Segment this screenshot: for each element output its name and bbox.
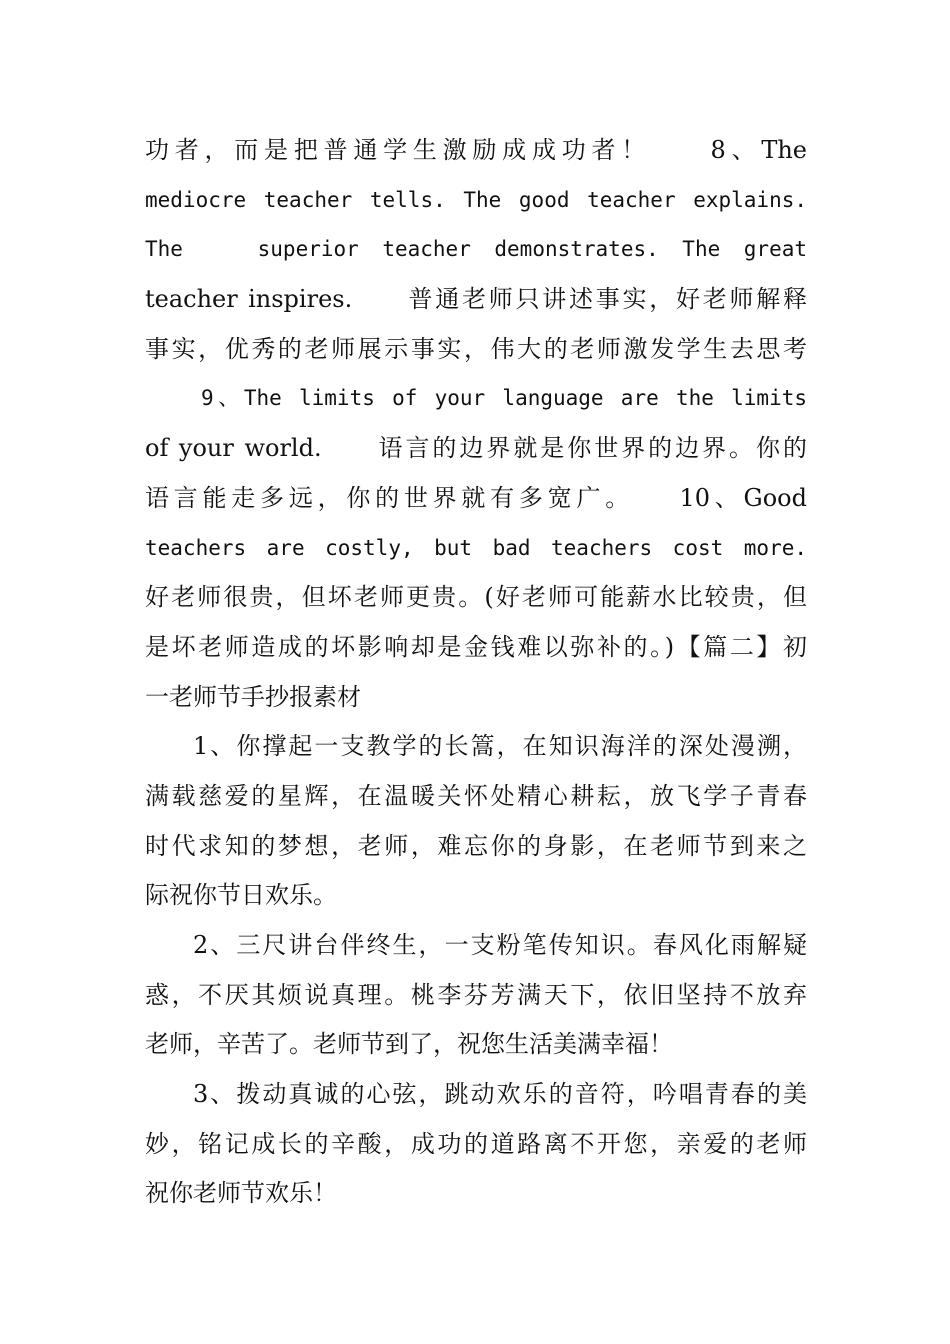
text-line: 老师，辛苦了。老师节到了，祝您生活美满幸福！	[145, 1030, 673, 1059]
body-text	[145, 126, 807, 1219]
text-line: 1、你撑起一支教学的长篙，在知识海洋的深处漫溯，	[193, 732, 807, 761]
text-line: The superior teacher demonstrates. The great	[145, 237, 807, 262]
text-line: 功者，而是把普通学生激励成成功者！ 8、The	[145, 136, 807, 164]
text-line: 时代求知的梦想，老师，难忘你的身影，在老师节到来之	[145, 831, 807, 860]
text-line: 妙，铭记成长的辛酸，成功的道路离不开您，亲爱的老师	[145, 1129, 807, 1158]
text-line: 满载慈爱的星辉，在温暖关怀处精心耕耘，放飞学子青春	[145, 781, 807, 810]
text-line: mediocre teacher tells. The good teacher explains.	[145, 187, 807, 212]
text-line: 惑，不厌其烦说真理。桃李芬芳满天下，依旧坚持不放弃	[145, 980, 807, 1009]
text-line: 一老师节手抄报素材	[145, 682, 361, 711]
text-line: 好老师很贵，但坏老师更贵。(好老师可能薪水比较贵，但	[145, 583, 807, 612]
text-line: teachers are costly, but bad teachers cost more.	[145, 535, 807, 560]
text-line: teacher inspires. 普通老师只讲述事实，好老师解释	[145, 285, 807, 314]
text-line: 是坏老师造成的坏影响却是金钱难以弥补的。)【篇二】初	[145, 632, 807, 661]
text-line: 9、The limits of your language are the limits	[201, 386, 807, 411]
text-line: 祝你老师节欢乐！	[145, 1179, 337, 1208]
text-line: 际祝你节日欢乐。	[145, 881, 337, 910]
text-line: 语言能走多远，你的世界就有多宽广。 10、Good	[145, 483, 807, 512]
text-line: 2、三尺讲台伴终生，一支粉笔传知识。春风化雨解疑	[193, 931, 807, 959]
text-line: of your world. 语言的边界就是你世界的边界。你的	[145, 434, 807, 463]
text-line: 事实，优秀的老师展示事实，伟大的老师激发学生去思考	[145, 334, 807, 363]
text-line: 3、拨动真诚的心弦，跳动欢乐的音符，吟唱青春的美	[193, 1080, 807, 1109]
